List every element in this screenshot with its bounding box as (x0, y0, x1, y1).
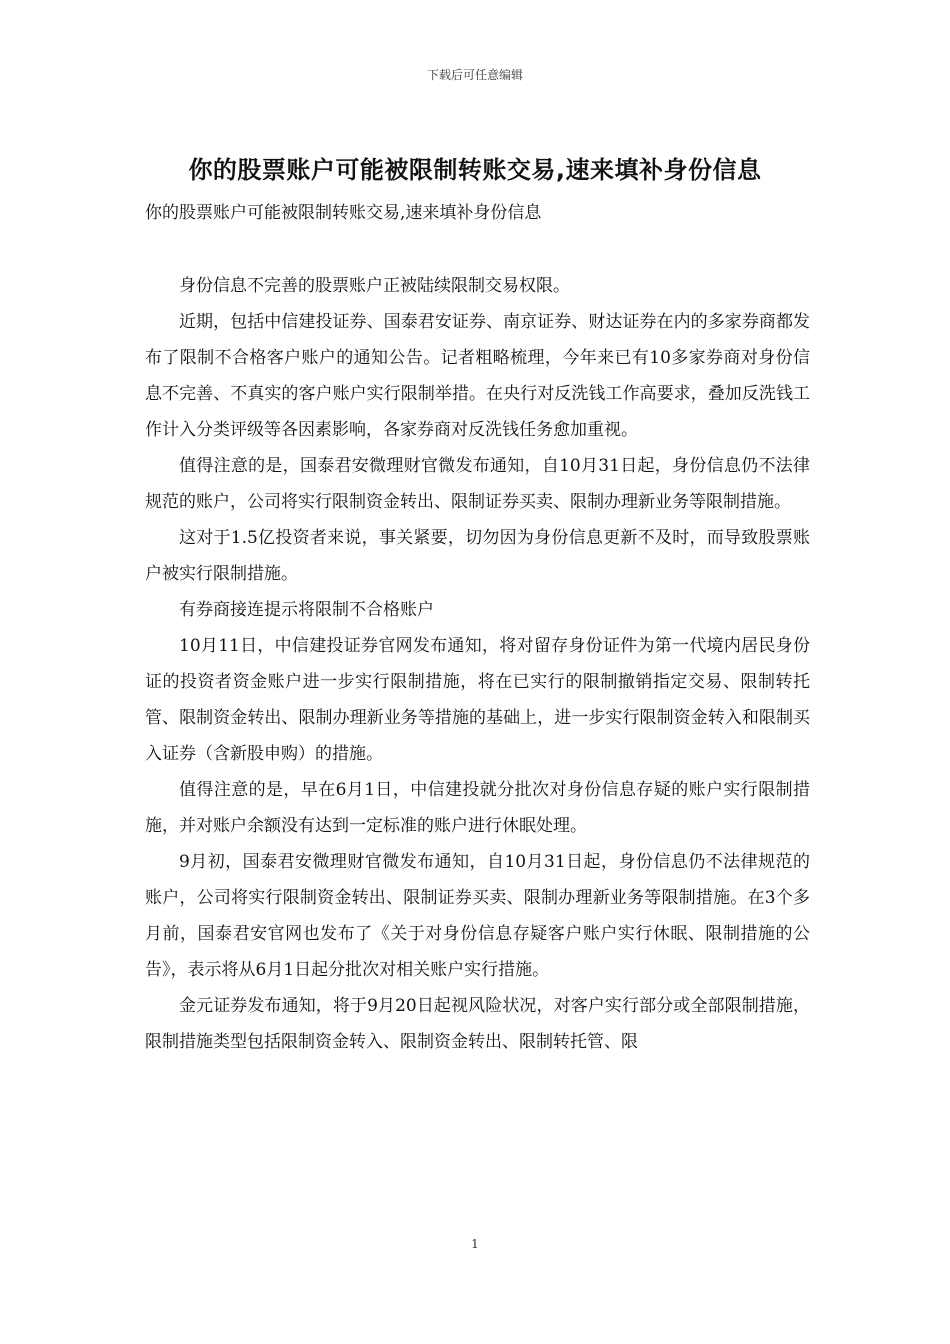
paragraph: 9月初，国泰君安微理财官微发布通知，自10月31日起，身份信息仍不法律规范的账户，公司将实行限制资金转出、限制证券买卖、限制办理新业务等限制措施。在3个多月前，国泰君安官网也发布了《关于对身份信息存疑客户账户实行休眠、限制措施的公告》，表示将从6月1日起分批次对相关账户实行措施。 (145, 852, 810, 980)
paragraph: 值得注意的是，早在6月1日，中信建投就分批次对身份信息存疑的账户实行限制措施，并对账户余额没有达到一定标准的账户进行休眠处理。 (145, 780, 810, 836)
document-subtitle: 你的股票账户可能被限制转账交易,速来填补身份信息 (145, 203, 542, 223)
paragraph: 10月11日，中信建投证券官网发布通知，将对留存身份证件为第一代境内居民身份证的投资者资金账户进一步实行限制措施，将在已实行的限制撤销指定交易、限制转托管、限制资金转出、限制办理新业务等措施的基础上，进一步实行限制资金转入和限制买入证券（含新股申购）的措施。 (145, 636, 810, 764)
paragraph: 这对于1.5亿投资者来说，事关紧要，切勿因为身份信息更新不及时，而导致股票账户被实行限制措施。 (145, 528, 810, 584)
header-note: 下载后可任意编辑 (426, 68, 523, 82)
paragraph: 值得注意的是，国泰君安微理财官微发布通知，自10月31日起，身份信息仍不法律规范的账户，公司将实行限制资金转出、限制证券买卖、限制办理新业务等限制措施。 (145, 456, 810, 512)
document-title: 你的股票账户可能被限制转账交易,速来填补身份信息 (188, 156, 762, 184)
section-heading: 有券商接连提示将限制不合格账户 (179, 600, 434, 620)
page-number: 1 (471, 1237, 479, 1251)
document-body (145, 268, 810, 1060)
paragraph: 近期，包括中信建投证券、国泰君安证券、南京证券、财达证券在内的多家券商都发布了限制不合格客户账户的通知公告。记者粗略梳理，今年来已有10多家券商对身份信息不完善、不真实的客户账户实行限制举措。在央行对反洗钱工作高要求，叠加反洗钱工作计入分类评级等各因素影响，各家券商对反洗钱任务愈加重视。 (145, 312, 810, 440)
paragraph: 身份信息不完善的股票账户正被陆续限制交易权限。 (179, 276, 570, 296)
paragraph: 金元证券发布通知，将于9月20日起视风险状况，对客户实行部分或全部限制措施，限制措施类型包括限制资金转入、限制资金转出、限制转托管、限 (145, 996, 810, 1052)
